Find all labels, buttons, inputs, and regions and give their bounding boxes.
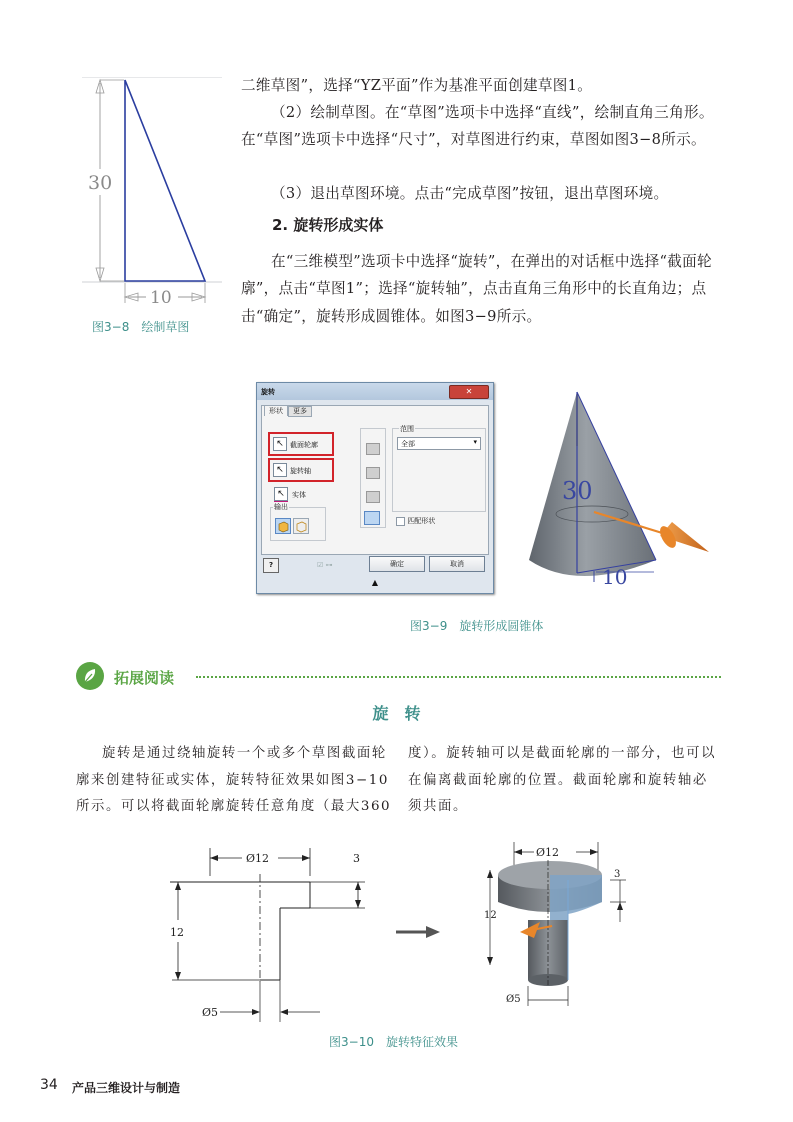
dim-d5: Ø5 xyxy=(202,1006,219,1019)
range-label: 范围 xyxy=(400,425,414,433)
extended-col-left: 旋转是通过绕轴旋转一个或多个草图截面轮廓来创建特征或实体，旋转特征效果如图3−10所示。可以将截面轮廓旋转任意角度（最大360 xyxy=(76,746,392,814)
extended-reading-badge: 拓展阅读 xyxy=(114,669,175,687)
axis-label: 旋转轴 xyxy=(290,467,311,475)
match-icon[interactable] xyxy=(364,511,380,525)
figure-3-8 xyxy=(82,77,222,312)
range-group xyxy=(392,425,486,512)
figure-3-8-caption: 图3−8 绘制草图 xyxy=(92,320,190,334)
dim-d12: Ø12 xyxy=(246,852,270,865)
chevron-down-icon: ▾ xyxy=(473,438,477,446)
book-title: 产品三维设计与制造 xyxy=(72,1081,181,1095)
ok-button[interactable]: 确定 xyxy=(369,556,425,572)
revolve-dialog xyxy=(256,382,494,594)
dim-height-label: 30 xyxy=(88,172,113,194)
model-dim-d5: Ø5 xyxy=(506,994,521,1005)
model-dim-12: 12 xyxy=(484,910,497,921)
range-select[interactable]: 全部 ▾ xyxy=(397,437,481,450)
solid-label: 实体 xyxy=(292,491,306,499)
intro-line: 二维草图”，选择“YZ平面”作为基准平面创建草图1。 xyxy=(241,77,593,94)
cursor-icon: ↖ xyxy=(274,487,288,501)
tab-shape[interactable]: 形状 xyxy=(264,405,288,416)
solid-output-icon[interactable] xyxy=(275,518,291,534)
page-number: 34 xyxy=(40,1077,58,1093)
leaf-icon xyxy=(76,662,104,690)
dim-width-label: 10 xyxy=(150,288,172,308)
dialog-title: 旋转 xyxy=(261,388,275,396)
section-heading: 2. 旋转形成实体 xyxy=(272,216,384,234)
output-label: 输出 xyxy=(274,503,288,511)
dotted-divider xyxy=(196,676,721,678)
profile-label: 截面轮廓 xyxy=(290,441,318,449)
dialog-titlebar xyxy=(257,383,493,400)
extended-col-right: 度）。旋转轴可以是截面轮廓的一部分，也可以在偏离截面轮廓的位置。截面轮廓和旋转轴必须共面。 xyxy=(408,746,717,814)
cone-dim-height: 30 xyxy=(562,477,593,505)
solid-selector[interactable] xyxy=(274,486,334,502)
arrow-right-icon xyxy=(396,924,440,943)
step-2-paragraph: （2）绘制草图。在“草图”选项卡中选择“直线”，绘制直角三角形。在“草图”选项卡中选择“尺寸”，对草图进行约束，草图如图3−8所示。 xyxy=(241,104,714,149)
cone-dim-width: 10 xyxy=(602,565,628,589)
preview-toggle[interactable]: ☑ ⊶ xyxy=(317,561,333,569)
surface-output-icon[interactable] xyxy=(293,518,309,534)
direction-icon[interactable] xyxy=(366,443,380,455)
model-dim-d12: Ø12 xyxy=(536,846,560,859)
output-group xyxy=(270,503,326,541)
direction-icon[interactable] xyxy=(366,467,380,479)
extended-title: 旋 转 xyxy=(372,704,421,723)
figure-3-10-sketch xyxy=(160,842,375,1027)
cancel-button[interactable]: 取消 xyxy=(429,556,485,572)
model-dim-3: 3 xyxy=(614,869,621,880)
expand-button[interactable]: ▲ xyxy=(371,578,379,587)
section-paragraph: 在“三维模型”选项卡中选择“旋转”，在弹出的对话框中选择“截面轮廓”，点击“草图1”；选择“旋转轴”，点击直角三角形中的长直角边；点击“确定”，旋转形成圆锥体。如图3−9所示。 xyxy=(241,253,712,325)
axis-selector[interactable] xyxy=(268,458,334,482)
extended-reading-header xyxy=(76,662,721,692)
match-shape-checkbox[interactable] xyxy=(396,516,435,526)
direction-icon[interactable] xyxy=(366,491,380,503)
profile-selector[interactable] xyxy=(268,432,334,456)
cone-model xyxy=(522,386,722,596)
figure-3-10-caption: 图3−10 旋转特征效果 xyxy=(329,1035,458,1049)
figure-3-9-caption: 图3−9 旋转形成圆锥体 xyxy=(410,619,544,633)
tab-more[interactable]: 更多 xyxy=(288,406,312,417)
direction-group xyxy=(360,428,386,528)
dialog-panel xyxy=(261,405,489,555)
dim-12: 12 xyxy=(170,926,184,939)
dim-3: 3 xyxy=(353,852,360,865)
match-shape-label: 匹配形状 xyxy=(407,517,436,525)
cursor-icon: ↖ xyxy=(273,463,287,477)
cursor-icon: ↖ xyxy=(273,437,287,451)
close-icon[interactable]: ✕ xyxy=(449,385,489,399)
help-button[interactable]: ? xyxy=(263,558,279,573)
step-3-paragraph: （3）退出草图环境。点击“完成草图”按钮，退出草图环境。 xyxy=(271,185,669,202)
triangle-sketch xyxy=(82,77,222,312)
figure-3-10-model xyxy=(470,840,640,1020)
